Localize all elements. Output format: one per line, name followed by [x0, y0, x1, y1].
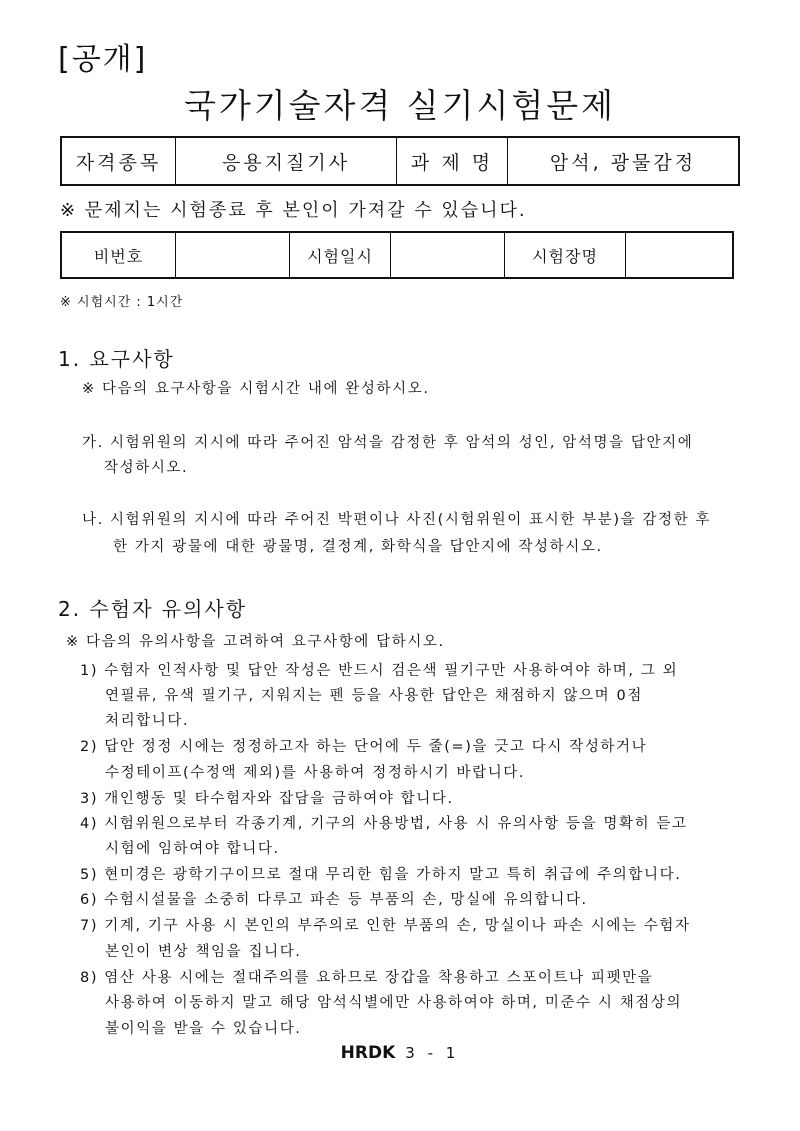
exam-site-field [626, 232, 734, 278]
take-home-notice: ※ 문제지는 시험종료 후 본인이 가져갈 수 있습니다. [60, 200, 527, 221]
caution-line: 연필류, 유색 필기구, 지워지는 펜 등을 사용한 답안은 채점하지 않으며 0점 [105, 688, 643, 704]
requirement-item-line: 작성하시오. [104, 460, 189, 476]
caution-line: 사용하여 이동하지 말고 해당 암석식별에만 사용하여야 하며, 미준수 시 채점상의 [105, 995, 683, 1011]
seat-number-field [176, 232, 290, 278]
public-tag: [공개] [58, 42, 148, 77]
requirement-item-line: 나. 시험위원의 지시에 따라 주어진 박편이나 사진(시험위원이 표시한 부분)을 감정한 후 [82, 512, 712, 528]
exam-date-field [391, 232, 505, 278]
caution-line: 수정테이프(수정액 제외)를 사용하여 정정하시기 바랍니다. [105, 765, 526, 781]
caution-line: 6) 수험시설물을 소중히 다루고 파손 등 부품의 손, 망실에 유의합니다. [80, 892, 588, 908]
cautions-note: ※ 다음의 유의사항을 고려하여 요구사항에 답하시오. [66, 634, 445, 650]
caution-line: 불이익을 받을 수 있습니다. [105, 1021, 302, 1037]
caution-line: 7) 기계, 기구 사용 시 본인의 부주의로 인한 부품의 손, 망실이나 파손 시에는 수험자 [80, 918, 691, 934]
caution-line: 처리합니다. [105, 713, 190, 729]
hrdk-logo: HRDK [340, 1043, 396, 1063]
exam-info-table [60, 231, 734, 279]
exam-time-note: ※ 시험시간 : 1시간 [60, 295, 184, 310]
caution-line: 2) 답안 정정 시에는 정정하고자 하는 단어에 두 줄(=)을 긋고 다시 작성하거나 [80, 739, 648, 755]
caution-line: 3) 개인행동 및 타수험자와 잡담을 금하여야 합니다. [80, 791, 454, 807]
qualification-label: 자격종목 [61, 137, 176, 185]
section-requirements-heading: 1. 요구사항 [58, 347, 175, 371]
qualification-info-table [60, 136, 740, 186]
task-name-label: 과 제 명 [397, 137, 508, 185]
requirements-note: ※ 다음의 요구사항을 시험시간 내에 완성하시오. [82, 381, 430, 397]
exam-site-label: 시험장명 [505, 232, 626, 278]
requirement-item-line: 가. 시험위원의 지시에 따라 주어진 암석을 감정한 후 암석의 성인, 암석명을 답안지에 [82, 435, 694, 451]
document-title: 국가기술자격 실기시험문제 [183, 86, 617, 125]
caution-line: 4) 시험위원으로부터 각종기계, 기구의 사용방법, 사용 시 유의사항 등을 명확히 듣고 [80, 816, 688, 832]
seat-number-label: 비번호 [61, 232, 176, 278]
page-number: 3 - 1 [405, 1044, 460, 1062]
caution-line: 5) 현미경은 광학기구이므로 절대 무리한 힘을 가하지 말고 특히 취급에 주의합니다. [80, 867, 682, 883]
exam-date-label: 시험일시 [290, 232, 391, 278]
page-footer [0, 1043, 800, 1063]
section-cautions-heading: 2. 수험자 유의사항 [58, 597, 248, 621]
qualification-value: 응용지질기사 [176, 137, 397, 185]
requirement-item-line: 한 가지 광물에 대한 광물명, 결정계, 화학식을 답안지에 작성하시오. [113, 539, 603, 555]
caution-line: 본인이 변상 책임을 집니다. [105, 944, 302, 960]
caution-line: 시험에 임하여야 합니다. [105, 841, 280, 857]
task-name-value: 암석, 광물감정 [508, 137, 740, 185]
caution-line: 1) 수험자 인적사항 및 답안 작성은 반드시 검은색 필기구만 사용하여야 하며, 그 외 [80, 663, 679, 679]
caution-line: 8) 염산 사용 시에는 절대주의를 요하므로 장갑을 착용하고 스포이트나 피펫만을 [80, 970, 654, 986]
